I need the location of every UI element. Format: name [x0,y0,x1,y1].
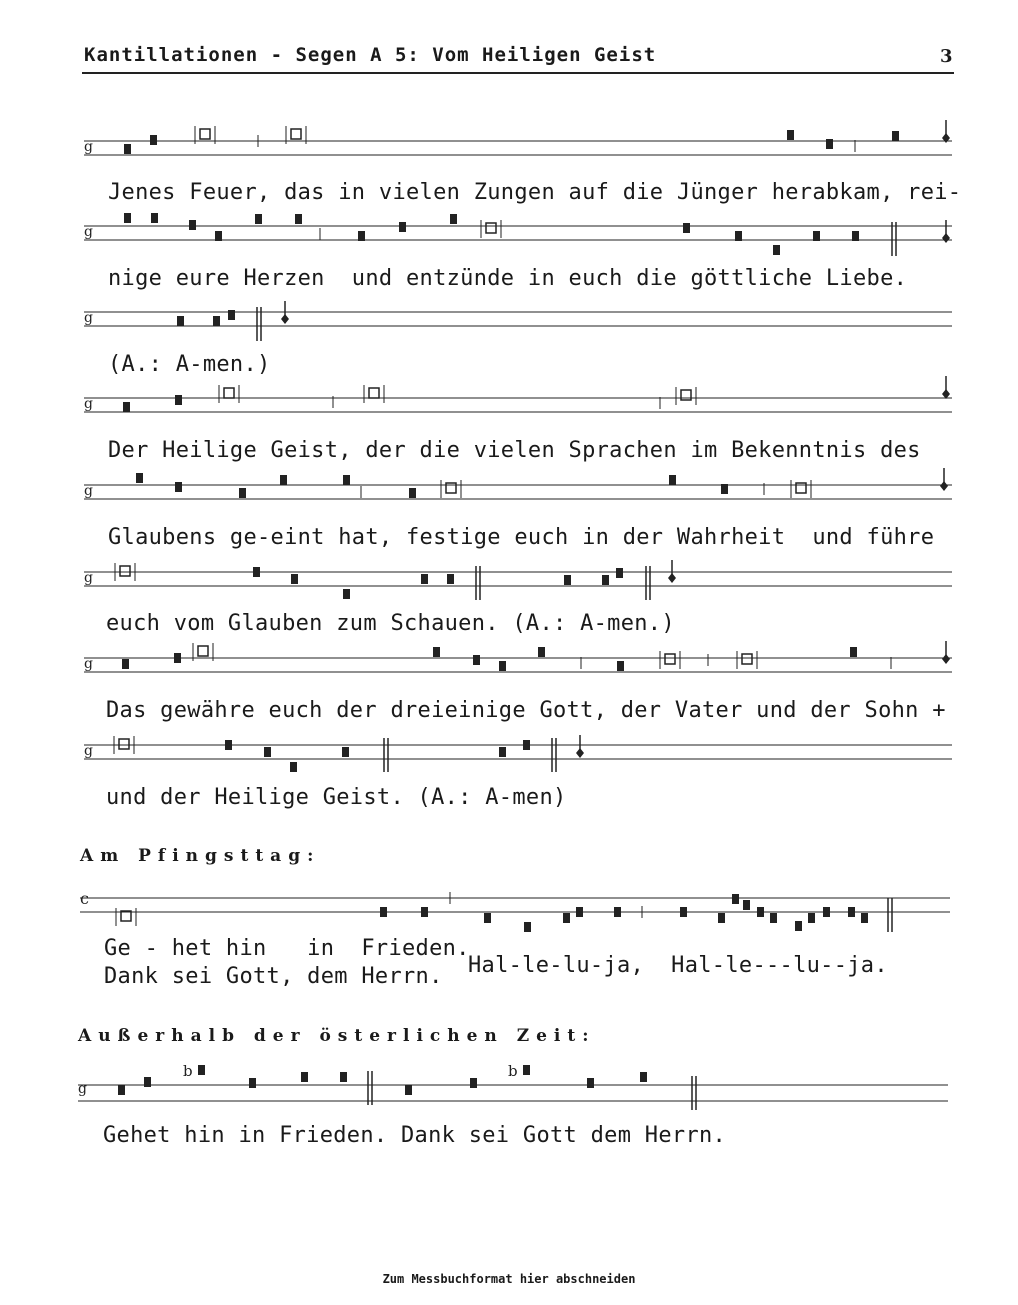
clef-symbol: g [84,139,93,155]
clef-symbol: g [84,743,93,759]
note [343,475,350,485]
note [409,488,416,498]
note [118,1085,125,1095]
note [680,907,687,917]
clef-symbol: g [84,310,93,326]
note [773,245,780,255]
note [614,907,621,917]
note [264,747,271,757]
final-note [668,573,676,583]
note [122,659,129,669]
clef-symbol: g [84,483,93,499]
recitation-note [291,129,301,139]
note [301,1072,308,1082]
note [342,747,349,757]
note [175,395,182,405]
note [215,231,222,241]
pentecost-lyric-2: Hal-le-lu-ja, Hal-le---lu--ja. [468,953,888,978]
note [852,231,859,241]
final-note [942,233,950,243]
clef-symbol: g [84,570,93,586]
pentecost-lyric-1a: Ge - het hin in Frieden. [104,936,470,961]
note [735,231,742,241]
lyric-line-2: nige eure Herzen und entzünde in euch die göttliche Liebe. [108,266,908,291]
note [795,921,802,931]
note [640,1072,647,1082]
lyric-line-6: euch vom Glauben zum Schauen. (A.: A-men.) [106,611,675,636]
note [770,913,777,923]
note [732,894,739,904]
final-note [576,748,584,758]
note [290,762,297,772]
note [380,907,387,917]
note [136,473,143,483]
lyric-line-1: Jenes Feuer, das in vielen Zungen auf die Jünger herabkam, rei- [108,180,962,205]
recitation-note [200,129,210,139]
note [538,647,545,657]
lyric-line-7: Das gewähre euch der dreieinige Gott, der Vater und der Sohn + [106,698,946,723]
note [295,214,302,224]
recitation-note [742,654,752,664]
note [484,913,491,923]
note [189,220,196,230]
page-number: 3 [940,46,953,67]
note [523,1065,530,1075]
note [576,907,583,917]
note [813,231,820,241]
note [358,231,365,241]
note [124,213,131,223]
note [499,661,506,671]
note [343,589,350,599]
note [198,1065,205,1075]
note [228,310,235,320]
note [124,144,131,154]
note [683,223,690,233]
note [669,475,676,485]
note [340,1072,347,1082]
note [175,482,182,492]
note [174,653,181,663]
note [123,402,130,412]
note [291,574,298,584]
note [473,655,480,665]
note [861,913,868,923]
note [787,130,794,140]
note [523,740,530,750]
note [616,568,623,578]
flat-sign: b [183,1062,193,1080]
recitation-note [224,388,234,398]
recitation-note [119,739,129,749]
pentecost-lyric-1b: Dank sei Gott, dem Herrn. [104,964,443,989]
note [602,575,609,585]
clef-symbol: c [80,889,89,908]
final-note [281,314,289,324]
note [757,907,764,917]
clef-symbol: g [84,396,93,412]
note [743,900,750,910]
note [850,647,857,657]
note [718,913,725,923]
final-note [940,481,948,491]
note [563,913,570,923]
note [213,316,220,326]
flat-sign: b [508,1062,518,1080]
cut-line-note: Zum Messbuchformat hier abschneiden [382,1272,636,1286]
clef-symbol: g [84,656,93,672]
note [564,575,571,585]
note [470,1078,477,1088]
note [225,740,232,750]
lyric-line-5: Glaubens ge-eint hat, festige euch in der Wahrheit und führe [108,525,935,550]
recitation-note [665,654,675,664]
note [587,1078,594,1088]
recitation-note [198,646,208,656]
note [617,661,624,671]
note [823,907,830,917]
note [150,135,157,145]
note [499,747,506,757]
note [255,214,262,224]
note [405,1085,412,1095]
lyric-line-3: (A.: A-men.) [108,352,271,377]
lyric-line-8: und der Heilige Geist. (A.: A-men) [106,785,567,810]
note [177,316,184,326]
final-note [942,654,950,664]
outside-easter-heading: Außerhalb der österlichen Zeit: [78,1026,596,1046]
recitation-note [486,223,496,233]
clef-symbol: g [78,1081,87,1097]
clef-symbol: g [84,224,93,240]
note [249,1078,256,1088]
page-title: Kantillationen - Segen A 5: Vom Heiligen Geist [84,44,657,66]
note [144,1077,151,1087]
note [447,574,454,584]
note [280,475,287,485]
note [399,222,406,232]
pentecost-heading: Am Pfingsttag: [80,846,321,866]
note [808,913,815,923]
outside-easter-lyric: Gehet hin in Frieden. Dank sei Gott dem Herrn. [103,1123,727,1148]
note [433,647,440,657]
note [421,574,428,584]
note [721,484,728,494]
note [151,213,158,223]
note [524,922,531,932]
note [826,139,833,149]
note [450,214,457,224]
note [421,907,428,917]
note [892,131,899,141]
recitation-note [369,388,379,398]
lyric-line-4: Der Heilige Geist, der die vielen Sprachen im Bekenntnis des [108,438,921,463]
note [239,488,246,498]
note [253,567,260,577]
recitation-note [120,566,130,576]
note [848,907,855,917]
